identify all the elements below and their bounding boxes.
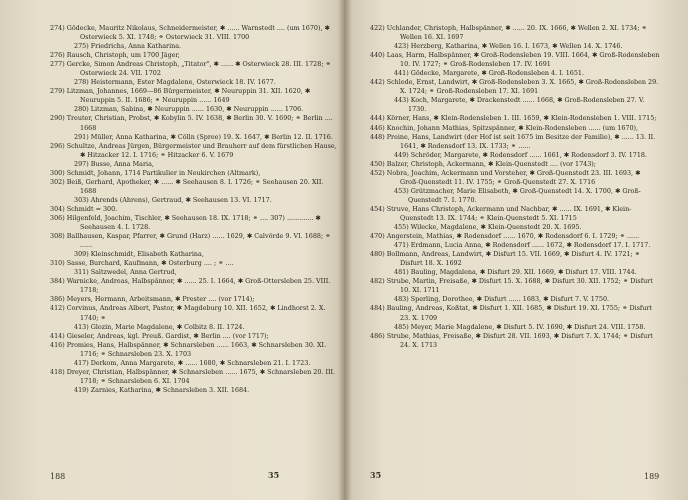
genealogy-entry: 449) Schröder, Margarete, ✱ Rodensdorf ...... 1661, ✱ Rodensdorf 3. IV. 1718. <box>394 150 648 159</box>
genealogy-entry: 300) Schmidt, Johann, 1714 Partikulier in Neukirchen (Altmark), <box>50 168 261 177</box>
genealogy-entry: 483) Sperling, Dorothee, ✱ Disfurt ...... 1683, ✱ Disfurt 7. V. 1750. <box>394 295 610 304</box>
genealogy-entry: 422) Uchlander, Christoph, Halbspänner, ✱ ...... 20. IX. 1666, ✱ Wellen 2. XI. 1734; ⚭ Wellen 16. XI. 1697 <box>370 24 647 42</box>
genealogy-entry: 442) Schlede, Ernst, Landwirt, ✱ Groß-Rodensleben 3. X. 1665, ✱ Groß-Rodensleben 29. X. 1724; ⚭ Groß-Rodensleben 17. XI. 1691 <box>370 78 659 96</box>
left-signature-mark: 35 <box>268 470 280 480</box>
genealogy-entry: 303) Ahrends (Ahrens), Gertraud, ✱ Seehausen 13. VI. 1717. <box>74 195 272 204</box>
genealogy-entry: 412) Corvinus, Andreas Albert, Pastor, ✱ Magdeburg 10. XII. 1652, ✱ Lindhorst 2. X. 1740; ⚭ <box>50 304 326 322</box>
genealogy-entry: 450) Balzer, Christoph, Ackermann, ✱ Klein-Quenstedt .... (vor 1743); <box>370 159 596 168</box>
genealogy-entry: 279) Litzman, Johannes, 1669—86 Bürgermeister, ✱ Neuruppin 31. XII. 1620, ✱ Neuruppin 5. II. 1686; ⚭ Neuruppin ...... 1649 <box>50 87 311 105</box>
genealogy-entry: 417) Derkom, Anna Margarete, ✱ ...... 1680, ✱ Schnarsleben 21. I. 1723. <box>74 358 311 367</box>
genealogy-entry: 419) Zarnies, Katharina, ✱ Schnarsleben 3. XII. 1684. <box>74 385 250 394</box>
genealogy-entry: 278) Heistermann, Ester Magdalene, Osterwieck 18. IV. 1677. <box>74 78 276 87</box>
genealogy-entry: 444) Körner, Hans, ✱ Klein-Rodensleben 1. III. 1659, ✱ Klein-Rodensleben 1. VIII. 1715; <box>370 114 657 123</box>
genealogy-entry: 290) Treuter, Christian, Probst, ✱ Kobylin 5. IV. 1638, ✱ Berlin 30. V. 1690; ⚭ Berlin .... 1668 <box>50 114 333 132</box>
genealogy-entry: 443) Koch, Margarete, ✱ Drackenstedt ...... 1668, ✱ Groß-Rodensleben 27. V. 1730. <box>394 96 645 114</box>
genealogy-entry: 441) Gödecke, Margarete, ✱ Groß-Rodensleben 4. I. 1651. <box>394 69 585 78</box>
genealogy-entry: 306) Hilgenfeld, Joachim, Tischler, ✱ Seehausen 18. IX. 1718; ⚭ .... 307) ............. ✱ Seehausen 4. I. 1728. <box>50 213 321 232</box>
genealogy-entry: 413) Glozin, Marie Magdalene, ✱ Colbitz 8. II. 1724. <box>74 322 245 331</box>
genealogy-entry: 311) Saltzwedel, Anna Gertrud, <box>74 268 177 277</box>
genealogy-entry: 296) Schultze, Andreas Jürgen, Bürgermeister und Brauherr auf dem fürstlichen Hause, ✱ Hitzacker 12. I. 1716; ⚭ Hitzacker 6. V. 1679 <box>50 141 337 159</box>
genealogy-entry: 484) Bauling, Andreas, Koßtat, ✱ Disfurt 1. XII. 1685, ✱ Disfurt 19. XI. 1755; ⚭ Disfurt 23. X. 1709 <box>370 304 653 322</box>
genealogy-entry: 454) Struve, Hans Christoph, Ackermann und Nachbar, ✱ ...... IX. 1691, ✱ Klein-Quenstedt 13. IX. 1744; ⚭ Klein-Quenstedt 5. XI. 1715 <box>370 204 632 222</box>
genealogy-entry: 448) Preine, Hans, Landwirt (der Hof ist seit 1675 im Besitze der Familie), ✱ ...... 13. II. 1641, ✱ Rodensdorf 13. IX. 1733; ⚭ ...... <box>370 132 656 150</box>
genealogy-entry: 280) Litzman, Sabina, ✱ Neuruppin ...... 1630, ✱ Neuruppin ...... 1706. <box>74 105 304 114</box>
right-page <box>370 24 660 464</box>
genealogy-entry: 486) Strube, Mathias, Freisaße, ✱ Disfurt 28. VII. 1693, ✱ Disfurt 7. X. 1744; ⚭ Disfurt 24. X. 1713 <box>370 331 653 349</box>
genealogy-entry: 446) Knochin, Johann Mathias, Spitzspänner, ✱ Klein-Rodensleben ...... (um 1670), <box>370 123 639 132</box>
genealogy-entry: 276) Rausch, Christoph, um 1700 Jäger, <box>50 51 180 60</box>
genealogy-entry: 386) Meyers, Hermann, Arbeitsmann, ✱ Prester .... (vor 1714); <box>50 295 255 304</box>
left-page <box>50 24 340 464</box>
genealogy-entry: 480) Bollmann, Andreas, Landwirt, ✱ Disfurt 15. VII. 1669, ✱ Disfurt 4. IV. 1721; ⚭ Disfurt 18. X. 1692 <box>370 250 640 268</box>
genealogy-entry: 310) Sasse, Burchard, Kaufmann, ✱ Osterburg .... ; ⚭ .... <box>50 259 234 268</box>
right-page-number: 189 <box>644 472 660 481</box>
left-page-number: 188 <box>50 472 66 481</box>
genealogy-entry: 440) Laas, Harm, Halbspänner, ✱ Groß-Rodensleben 19. VIII. 1664, ✱ Groß-Rodensleben 10. IV. 1727; ⚭ Groß-Rodensleben 17. IV. 1691 <box>370 51 660 69</box>
right-signature-mark: 35 <box>370 470 382 480</box>
genealogy-entry: 274) Gödecke, Mauritz Nikolaus, Schneidermeister, ✱ ...... Warnstedt .... (um 1670), ✱ Osterwieck 5. XI. 1748; ⚭ Osterwieck 31. VIII. 1700 <box>50 24 330 42</box>
genealogy-entry: 481) Bauling, Magdalena, ✱ Disfurt 29. XII. 1669, ✱ Disfurt 17. VIII. 1744. <box>394 268 637 277</box>
genealogy-entry: 291) Müller, Anna Katharina, ✱ Cölln (Spree) 19. X. 1647, ✱ Berlin 12. II. 1716. <box>74 132 333 141</box>
genealogy-entry: 470) Angerstein, Mathias, ✱ Rodensdorf ...... 1670, ✱ Rodensdorf 6. I. 1729; ⚭ ...... <box>370 232 640 241</box>
genealogy-entry: 275) Friedrichs, Anna Katharina. <box>74 42 182 51</box>
genealogy-entry: 471) Erdmann, Lucia Anna, ✱ Rodensdorf ...... 1672, ✱ Rodensdorf 17. I. 1717. <box>394 241 651 250</box>
genealogy-entry: 455) Wilecke, Magdalene, ✱ Klein-Quenstedt 20. X. 1695. <box>394 223 582 232</box>
genealogy-entry: 418) Dreyer, Christian, Halbspänner, ✱ Schnarsleben ...... 1675, ✱ Schnarsleben 20. III. 1718; ⚭ Schnarsleben 6. XI. 1704 <box>50 367 336 385</box>
genealogy-entry: 304) Schmidt = 300. <box>50 204 118 213</box>
genealogy-entry: 414) Gieseler, Andreas, kgl. Preuß. Gardist, ✱ Berlin .... (vor 1717); <box>50 331 269 340</box>
genealogy-entry: 309) Kleinschmidt, Elisabeth Katharina, <box>74 250 204 259</box>
genealogy-entry: 416) Promies, Hans, Halbspänner, ✱ Schnarsleben ...... 1663, ✱ Schnarsleben 30. XI. 1716; ⚭ Schnarsleben 23. X. 1703 <box>50 340 327 358</box>
genealogy-entry: 297) Busse, Anna Maria, <box>74 159 154 168</box>
genealogy-entry: 308) Ballhausen, Kaspar, Pfarrer, ✱ Grund (Harz) ...... 1629, ✱ Calvörde 9. VI. 1688; ⚭ ...... <box>50 232 331 250</box>
genealogy-entry: 482) Strube, Martin, Freisaße, ✱ Disfurt 15. X. 1688, ✱ Disfurt 30. XII. 1752; ⚭ Disfurt 10. XI. 1711 <box>370 277 653 295</box>
genealogy-entry: 485) Meyer, Marie Magdalene, ✱ Disfurt 5. IV. 1690, ✱ Disfurt 24. VIII. 1758. <box>394 322 646 331</box>
genealogy-entry: 302) Beiß, Gerhard, Apotheker, ✱ ...... ✱ Seehausen 8. I. 1726; ⚭ Seehausen 20. XII. 1688 <box>50 177 324 195</box>
genealogy-entry: 384) Warnicke, Andreas, Halbspänner, ✱ ...... 25. I. 1664, ✱ Groß-Ottersleben 25. VIII. 1718; <box>50 277 331 295</box>
genealogy-entry: 453) Grützmacher, Marie Elisabeth, ✱ Groß-Quenstedt 14. X. 1700, ✱ Groß-Quenstedt 7. I. 1770. <box>394 186 641 204</box>
book-gutter <box>338 0 352 500</box>
genealogy-entry: 277) Gercke, Simon Andreas Christoph, „Titator", ✱ ...... ✱ Osterwieck 28. III. 1728; ⚭ Osterwieck 24. VII. 1702 <box>50 60 331 78</box>
genealogy-entry: 452) Nobra, Joachim, Ackermann und Vorsteher, ✱ Groß-Quenstedt 23. III. 1693, ✱ Groß-Quenstedt 11. IV. 1755; ⚭ Groß-Quenstedt 27. X. 1716 <box>370 168 641 186</box>
genealogy-entry: 423) Herzberg, Katharina, ✱ Wellen 16. I. 1673, ✱ Wellen 14. X. 1746. <box>394 42 623 51</box>
